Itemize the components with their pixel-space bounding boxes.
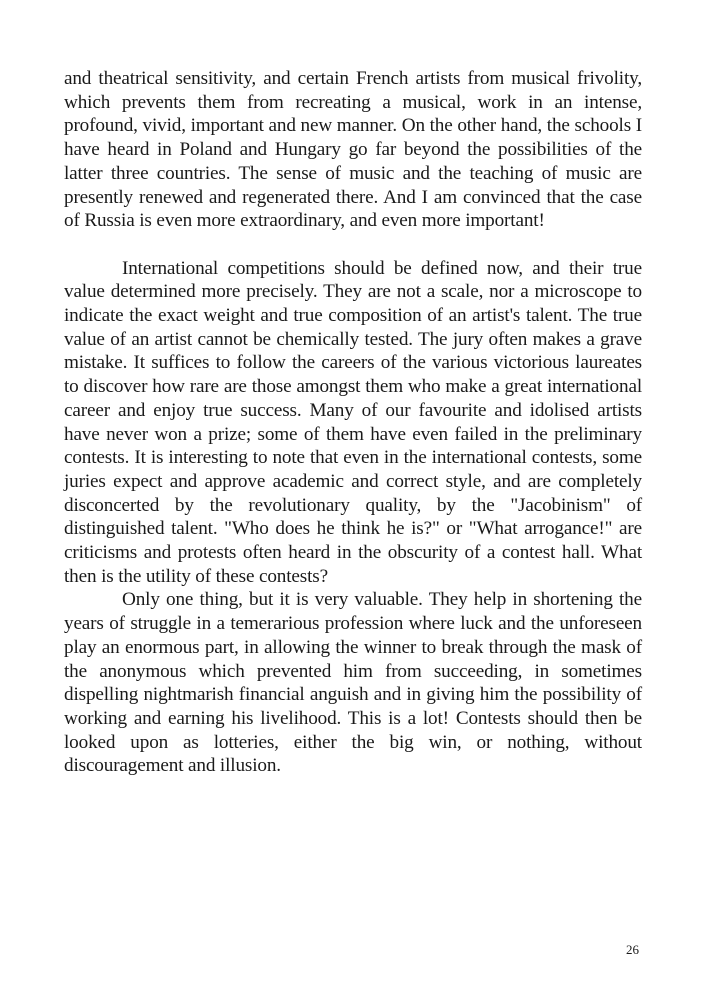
paragraph-1: and theatrical sensitivity, and certain French artists from musical frivolity, which prevents them from recreating a musical, work in an intense, profound, vivid, important and new manner. On the other hand, the schools I have heard in Poland and Hungary go far beyond the possibilities of the latter three countries. The sense of music and the teaching of music are presently renewed and regenerated there. And I am convinced that the case of Russia is even more extraordinary, and even more important! — [64, 68, 642, 232]
document-page — [64, 67, 642, 778]
paragraph-gap — [64, 233, 642, 257]
paragraph-3: Only one thing, but it is very valuable. They help in shortening the years of struggle in a temerarious profession where luck and the unforeseen play an enormous part, in allowing the winner to break through the mask of the anonymous which prevented him from succeeding, in sometimes dispelling nightmarish financial anguish and in giving him the possibility of working and earning his livelihood. This is a lot! Contests should then be looked upon as lotteries, either the big win, or nothing, without discouragement and illusion. — [64, 589, 642, 777]
page-number: 26 — [626, 942, 639, 957]
paragraph-2: International competitions should be defined now, and their true value determined more precisely. They are not a scale, nor a microscope to indicate the exact weight and true composition of an artist's talent. The true value of an artist cannot be chemically tested. The jury often makes a grave mistake. It suffices to follow the careers of the various victorious laureates to discover how rare are those amongst them who make a great international career and enjoy true success. Many of our favourite and idolised artists have never won a prize; some of them have even failed in the preliminary contests. It is interesting to note that even in the international contests, some juries expect and approve academic and correct style, and are completely disconcerted by the revolutionary quality, by the "Jacobinism" of distinguished talent. "Who does he think he is?" or "What arrogance!" are criticisms and protests often heard in the obscurity of a contest hall. What then is the utility of these contests? — [64, 257, 642, 587]
